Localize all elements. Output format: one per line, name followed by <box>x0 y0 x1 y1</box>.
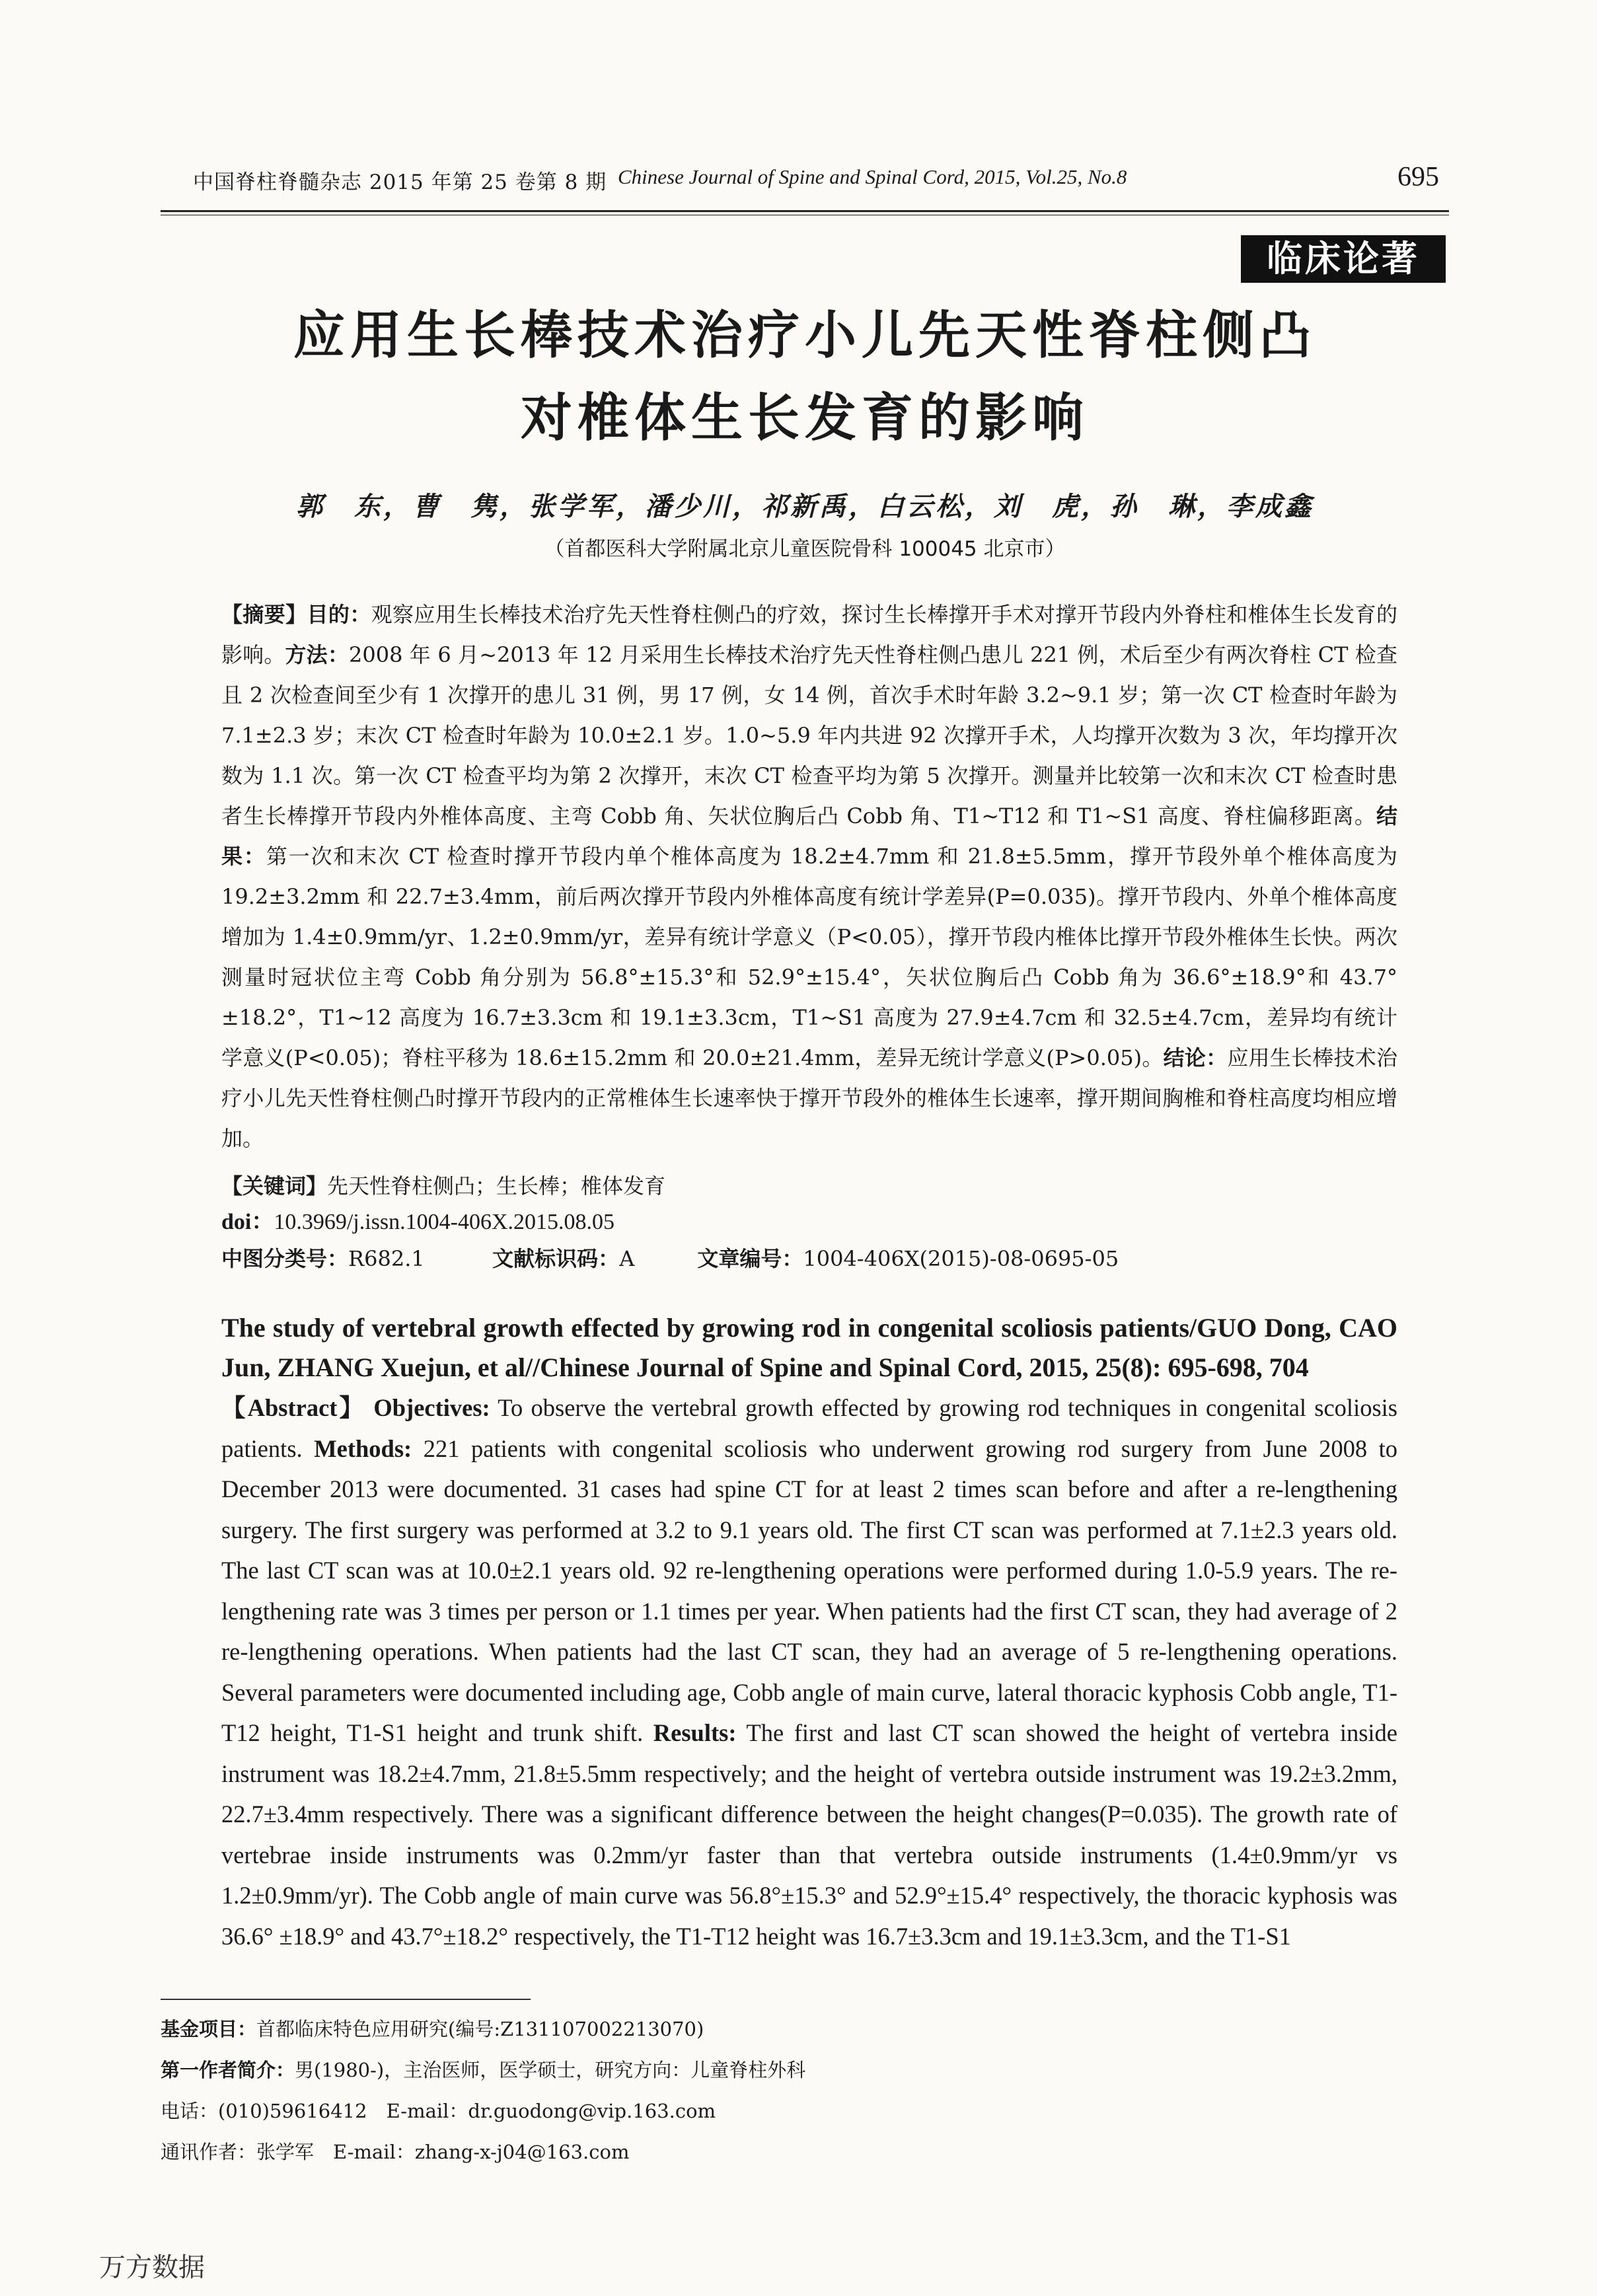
watermark: 万方数据 <box>99 2252 205 2283</box>
english-title: The study of vertebral growth effected by growing rod in congenital scoliosis patients/GUO Dong, CAO Jun, ZHANG Xuejun, et al//Chinese Journal of Spine and Spinal Cord, 2015, 25(8): 695-698, 704 <box>221 1313 1397 1382</box>
first-author-value: 男(1980-)，主治医师，医学硕士，研究方向：儿童脊柱外科 <box>295 2059 806 2081</box>
first-author-line <box>161 2050 1449 2091</box>
en-results-text: The first and last CT scan showed the height of vertebra inside instrument was 18.2±4.7mm, 21.8±5.5mm respectively; and the height of vertebra outside instrument was 19.2±3.2mm, 22.7±3.4mm respectively. There was a significant difference between the height changes(P=0.035). The growth rate of vertebrae inside instruments was 0.2mm/yr faster than that vertebra outside instruments (1.4±0.9mm/yr vs 1.2±0.9mm/yr). The Cobb angle of main curve was 56.8°±15.3° and 52.9°±15.4° respectively, the thoracic kyphosis was 36.6° ±18.9° and 43.7°±18.2° respectively, the T1-T12 height was 16.7±3.3cm and 19.1±3.3cm, and the T1-S1 <box>221 1719 1397 1950</box>
page-number: 695 <box>1397 162 1439 192</box>
contact-line: 电话：(010)59616412 E-mail：dr.guodong@vip.163.com <box>161 2100 716 2122</box>
doc-code-value: A <box>619 1246 635 1271</box>
footnote-rule <box>161 1999 531 2000</box>
doi-line <box>221 1206 614 1239</box>
en-abstract-label: 【Abstract】 <box>221 1394 366 1421</box>
footnotes <box>161 2009 1449 2172</box>
paper-title-line1: 应用生长棒技术治疗小儿先天性脊柱侧凸 <box>293 305 1316 365</box>
results-label: 结果： <box>221 803 1397 869</box>
keywords-line <box>221 1169 665 1203</box>
article-number-label: 文章编号： <box>697 1246 803 1271</box>
clc-label: 中图分类号： <box>221 1246 349 1271</box>
keywords-label: 【关键词】 <box>221 1173 328 1199</box>
en-methods-text: 221 patients with congenital scoliosis who underwent growing rod surgery from June 2008 to December 2013 were documented. 31 cases had spine CT for at least 2 times scan before and after a re-lengthening surgery. The first surgery was performed at 3.2 to 9.1 years old. The first CT scan was performed at 7.1±2.3 years old. The last CT scan was at 10.0±2.1 years old. 92 re-lengthening operations were performed during 1.0-5.9 years. The re-lengthening rate was 3 times per person or 1.1 times per year. When patients had the first CT scan, they had average of 2 re-lengthening operations. When patients had the last CT scan, they had an average of 5 re-lengthening operations. Several parameters were documented including age, Cobb angle of main curve, lateral thoracic kyphosis Cobb angle, T1-T12 height, T1-S1 height and trunk shift. <box>221 1434 1397 1746</box>
correspondence-line: 通讯作者：张学军 E-mail：zhang-x-j04@163.com <box>161 2141 630 2163</box>
en-objectives-label: Objectives: <box>373 1394 490 1421</box>
en-objectives-text: To observe the vertebral growth effected by growing rod techniques in congenital scoliosis patients. <box>221 1394 1398 1462</box>
conclusion-text: 应用生长棒技术治疗小儿先天性脊柱侧凸时撑开节段内的正常椎体生长速率快于撑开节段外的椎体生长速率，撑开期间胸椎和脊柱高度均相应增加。 <box>221 1045 1397 1151</box>
fund-line <box>161 2009 1449 2050</box>
article-number-value: 1004-406X(2015)-08-0695-05 <box>803 1246 1119 1271</box>
results-text: 第一次和末次 CT 检查时撑开节段内单个椎体高度为 18.2±4.7mm 和 21.8±5.5mm，撑开节段外单个椎体高度为 19.2±3.2mm 和 22.7±3.4mm，前后两次撑开节段内外椎体高度有统计学差异(P=0.035)。撑开节段内、外单个椎体高度增加为 1.4±0.9mm/yr、1.2±0.9mm/yr，差异有统计学意义（P<0.05），撑开节段内椎体比撑开节段外椎体生长快。两次测量时冠状位主弯 Cobb 角分别为 56.8°±15.3°和 52.9°±15.4°，矢状位胸后凸 Cobb 角为 36.6°±18.9°和 43.7°±18.2°，T1~12 高度为 16.7±3.3cm 和 19.1±3.3cm，T1~S1 高度为 27.9±4.7cm 和 32.5±4.7cm，差异均有统计学意义(P<0.05)；脊柱平移为 18.6±15.2mm 和 20.0±21.4mm，差异无统计学意义(P>0.05)。 <box>221 844 1397 1070</box>
objective-label: 目的： <box>307 602 371 627</box>
first-author-label: 第一作者简介： <box>161 2059 295 2081</box>
doi-value: 10.3969/j.issn.1004-406X.2015.08.05 <box>274 1210 615 1234</box>
conclusion-label: 结论： <box>1163 1045 1228 1070</box>
journal-header-cn: 中国脊柱脊髓杂志 2015 年第 25 卷第 8 期 <box>193 170 607 194</box>
section-label: 临床论著 <box>1241 235 1446 283</box>
methods-text: 2008 年 6 月~2013 年 12 月采用生长棒技术治疗先天性脊柱侧凸患儿 221 例，术后至少有两次脊柱 CT 检查且 2 次检查间至少有 1 次撑开的患儿 31 例，男 17 例，女 14 例，首次手术时年龄 3.2~9.1 岁；第一次 CT 检查时年龄为 7.1±2.3 岁；末次 CT 检查时年龄为 10.0±2.1 岁。1.0~5.9 年内共进 92 次撑开手术，人均撑开次数为 3 次，年均撑开次数为 1.1 次。第一次 CT 检查平均为第 2 次撑开，末次 CT 检查平均为第 5 次撑开。测量并比较第一次和末次 CT 检查时患者生长棒撑开节段内外椎体高度、主弯 Cobb 角、矢状位胸后凸 Cobb 角、T1~T12 和 T1~S1 高度、脊柱偏移距离。 <box>221 642 1397 829</box>
en-methods-label: Methods: <box>314 1434 412 1462</box>
chinese-abstract <box>221 595 1397 1159</box>
journal-header-en: Chinese Journal of Spine and Spinal Cord, 2015, Vol.25, No.8 <box>618 165 1127 188</box>
fund-label: 基金项目： <box>161 2018 257 2040</box>
doc-code-label: 文献标识码： <box>492 1246 620 1271</box>
en-results-label: Results: <box>653 1719 737 1746</box>
affiliation: （首都医科大学附属北京儿童医院骨科 100045 北京市） <box>544 537 1066 561</box>
author-list: 郭 东，曹 隽，张学军，潘少川，祁新禹，白云松，刘 虎，孙 琳，李成鑫 <box>296 491 1314 522</box>
objective-text: 观察应用生长棒技术治疗先天性脊柱侧凸的疗效，探讨生长棒撑开手术对撑开节段内外脊柱和椎体生长发育的影响。 <box>221 602 1397 667</box>
clc-value: R682.1 <box>348 1246 425 1271</box>
abstract-label: 【摘要】 <box>221 602 307 627</box>
methods-label: 方法： <box>285 642 350 667</box>
classification-line <box>221 1242 1119 1275</box>
doi-label: doi： <box>221 1210 274 1234</box>
keywords-value: 先天性脊柱侧凸；生长棒；椎体发育 <box>327 1173 666 1199</box>
header-rule <box>161 210 1449 212</box>
english-abstract <box>221 1388 1397 1956</box>
paper-title-line2: 对椎体生长发育的影响 <box>520 388 1089 448</box>
fund-value: 首都临床特色应用研究(编号:Z131107002213070) <box>256 2018 704 2040</box>
